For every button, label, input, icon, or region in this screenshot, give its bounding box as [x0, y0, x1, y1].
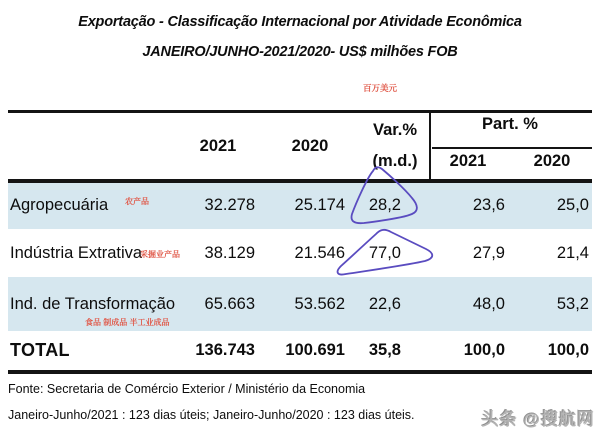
- table-bottom-rule: [8, 370, 592, 374]
- value-part-2020: 21,4: [556, 243, 589, 262]
- table-row-agropecuaria: [8, 183, 592, 230]
- value-part-2020: 53,2: [556, 294, 589, 313]
- table-row-industria-extrativa: [8, 229, 592, 277]
- value-2021: 136.743: [195, 341, 255, 359]
- page-subtitle: JANEIRO/JUNHO-2021/2020- US$ milhões FOB: [142, 44, 458, 60]
- row-label: Indústria Extrativa: [10, 243, 143, 262]
- column-header-part-2021: 2021: [449, 152, 487, 170]
- row-label: Ind. de Transformação: [10, 294, 176, 313]
- table-row-total: [8, 331, 592, 370]
- page-title: Exportação - Classificação Internacional por Atividade Econômica: [78, 14, 522, 30]
- value-part-2021: 23,6: [472, 196, 505, 215]
- watermark: 头条 @搜航网: [481, 410, 595, 429]
- value-2021: 32.278: [204, 196, 255, 215]
- value-part-2021: 27,9: [472, 243, 505, 262]
- working-days-note: Janeiro-Junho/2021 : 123 dias úteis; Janeiro-Junho/2020 : 123 dias úteis.: [8, 408, 415, 422]
- header-vertical-divider: [429, 110, 431, 179]
- value-part-2020: 25,0: [556, 196, 589, 215]
- column-header-part-group: Part. %: [482, 115, 538, 133]
- column-header-part-2020: 2020: [533, 152, 571, 170]
- value-2021: 65.663: [204, 294, 255, 313]
- chinese-note: 食品 制成品 半工业成品: [85, 318, 170, 327]
- column-header-2021: 2021: [199, 137, 237, 155]
- row-label: TOTAL: [10, 340, 70, 360]
- value-part-2021: 48,0: [472, 294, 505, 313]
- export-table: [8, 110, 592, 376]
- value-part-2020: 100,0: [547, 341, 589, 359]
- column-header-var-sub: (m.d.): [372, 152, 418, 170]
- value-2021: 38.129: [204, 243, 255, 262]
- chinese-note: 采掘业产品: [140, 250, 180, 259]
- part-group-underline: [432, 147, 592, 149]
- value-var: 28,2: [368, 196, 401, 215]
- value-2020: 100.691: [285, 341, 345, 359]
- column-header-var: Var.%: [372, 121, 418, 139]
- value-var: 22,6: [368, 294, 401, 313]
- source-note: Fonte: Secretaria de Comércio Exterior / Ministério da Economia: [8, 382, 366, 396]
- value-2020: 53.562: [294, 294, 345, 313]
- value-part-2021: 100,0: [463, 341, 505, 359]
- unit-note-chinese: 百万美元: [363, 83, 398, 93]
- value-var: 35,8: [368, 341, 401, 359]
- value-2020: 25.174: [294, 196, 345, 215]
- value-var: 77,0: [368, 243, 401, 262]
- value-2020: 21.546: [294, 243, 345, 262]
- table-row-ind-transformacao: [8, 277, 592, 331]
- row-label: Agropecuária: [10, 196, 109, 215]
- column-header-2020: 2020: [291, 137, 329, 155]
- table-top-rule: [8, 110, 592, 113]
- chinese-note: 农产品: [125, 196, 149, 206]
